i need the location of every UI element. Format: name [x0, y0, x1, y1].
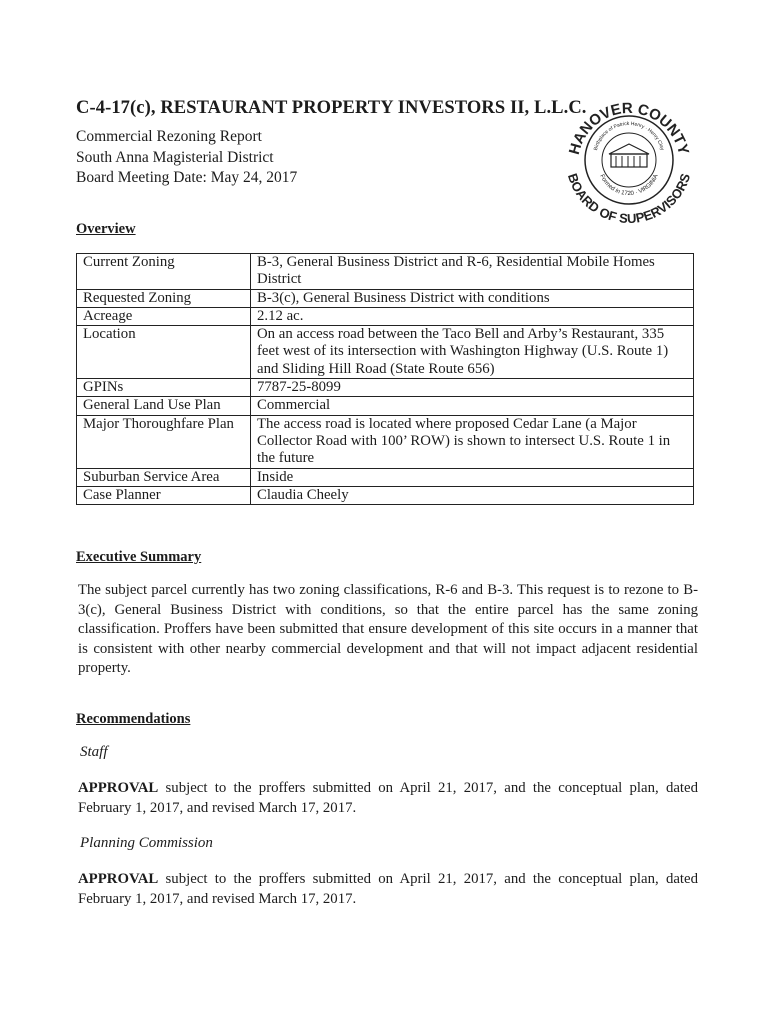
- executive-summary-heading: Executive Summary: [76, 549, 202, 565]
- overview-row-value: B-3, General Business District and R-6, Residential Mobile Homes District: [251, 254, 694, 290]
- magisterial-district: South Anna Magisterial District: [76, 149, 274, 166]
- overview-row-label: Acreage: [77, 307, 251, 325]
- overview-row-value: On an access road between the Taco Bell and Arby’s Restaurant, 335 feet west of its intersection with Washington Highway (U.S. Route 1) and Sliding Hill Road (State Route 656): [251, 326, 694, 379]
- overview-row: [77, 254, 694, 290]
- overview-heading: Overview: [76, 221, 136, 237]
- county-seal-logo: [554, 84, 704, 234]
- svg-text:BOARD OF SUPERVISORS: BOARD OF SUPERVISORS: [564, 171, 694, 227]
- executive-summary-text: The subject parcel currently has two zoning classifications, R-6 and B-3. This request is to rezone to B-3(c), General Business District with conditions, so that the entire parcel has the same zoning classification. Proffers have been submitted that ensure development of this site occurs in a manner that is consistent with other nearby commercial development and that will not impact adjacent residential property.: [78, 582, 698, 676]
- overview-row-label: GPINs: [77, 379, 251, 397]
- staff-recommendation: [78, 779, 698, 818]
- overview-row-value: Claudia Cheely: [251, 486, 694, 504]
- planning-recommendation-text: subject to the proffers submitted on April 21, 2017, and the conceptual plan, dated February 1, 2017, and revised March 17, 2017.: [78, 871, 698, 907]
- planning-commission-subheading: Planning Commission: [80, 835, 213, 851]
- staff-recommendation-text: subject to the proffers submitted on April 21, 2017, and the conceptual plan, dated February 1, 2017, and revised March 17, 2017.: [78, 780, 698, 816]
- report-type: Commercial Rezoning Report: [76, 128, 262, 145]
- overview-row-value: Commercial: [251, 397, 694, 415]
- overview-row-value: 7787-25-8099: [251, 379, 694, 397]
- overview-table: [76, 253, 694, 505]
- overview-row: [77, 289, 694, 307]
- staff-approval-label: APPROVAL: [78, 780, 159, 796]
- planning-approval-label: APPROVAL: [78, 871, 159, 887]
- overview-row: [77, 415, 694, 468]
- overview-row-value: 2.12 ac.: [251, 307, 694, 325]
- overview-row: [77, 379, 694, 397]
- overview-row-label: General Land Use Plan: [77, 397, 251, 415]
- overview-row-label: Current Zoning: [77, 254, 251, 290]
- overview-row-label: Location: [77, 326, 251, 379]
- overview-row-value: Inside: [251, 468, 694, 486]
- overview-row-label: Requested Zoning: [77, 289, 251, 307]
- board-meeting-date: Board Meeting Date: May 24, 2017: [76, 169, 298, 186]
- overview-row: [77, 326, 694, 379]
- overview-row: [77, 397, 694, 415]
- svg-text:Birthplace of Patrick Henry ·: Birthplace of Patrick Henry · Henry Clay: [592, 120, 666, 152]
- overview-row: [77, 486, 694, 504]
- planning-commission-recommendation: [78, 870, 698, 909]
- overview-row-label: Case Planner: [77, 486, 251, 504]
- overview-row-value: B-3(c), General Business District with conditions: [251, 289, 694, 307]
- svg-text:Formed in 1720 · VIRGINIA: Formed in 1720 · VIRGINIA: [598, 173, 660, 197]
- overview-row: [77, 468, 694, 486]
- report-title: C-4-17(c), RESTAURANT PROPERTY INVESTORS II, L.L.C.: [76, 98, 587, 118]
- svg-text:HANOVER COUNTY: HANOVER COUNTY: [565, 99, 693, 157]
- staff-subheading: Staff: [80, 744, 108, 760]
- recommendations-heading: Recommendations: [76, 711, 191, 727]
- overview-row-value: The access road is located where proposed Cedar Lane (a Major Collector Road with 100’ ROW) is shown to intersect U.S. Route 1 in the future: [251, 415, 694, 468]
- overview-row-label: Major Thoroughfare Plan: [77, 415, 251, 468]
- overview-row: [77, 307, 694, 325]
- overview-row-label: Suburban Service Area: [77, 468, 251, 486]
